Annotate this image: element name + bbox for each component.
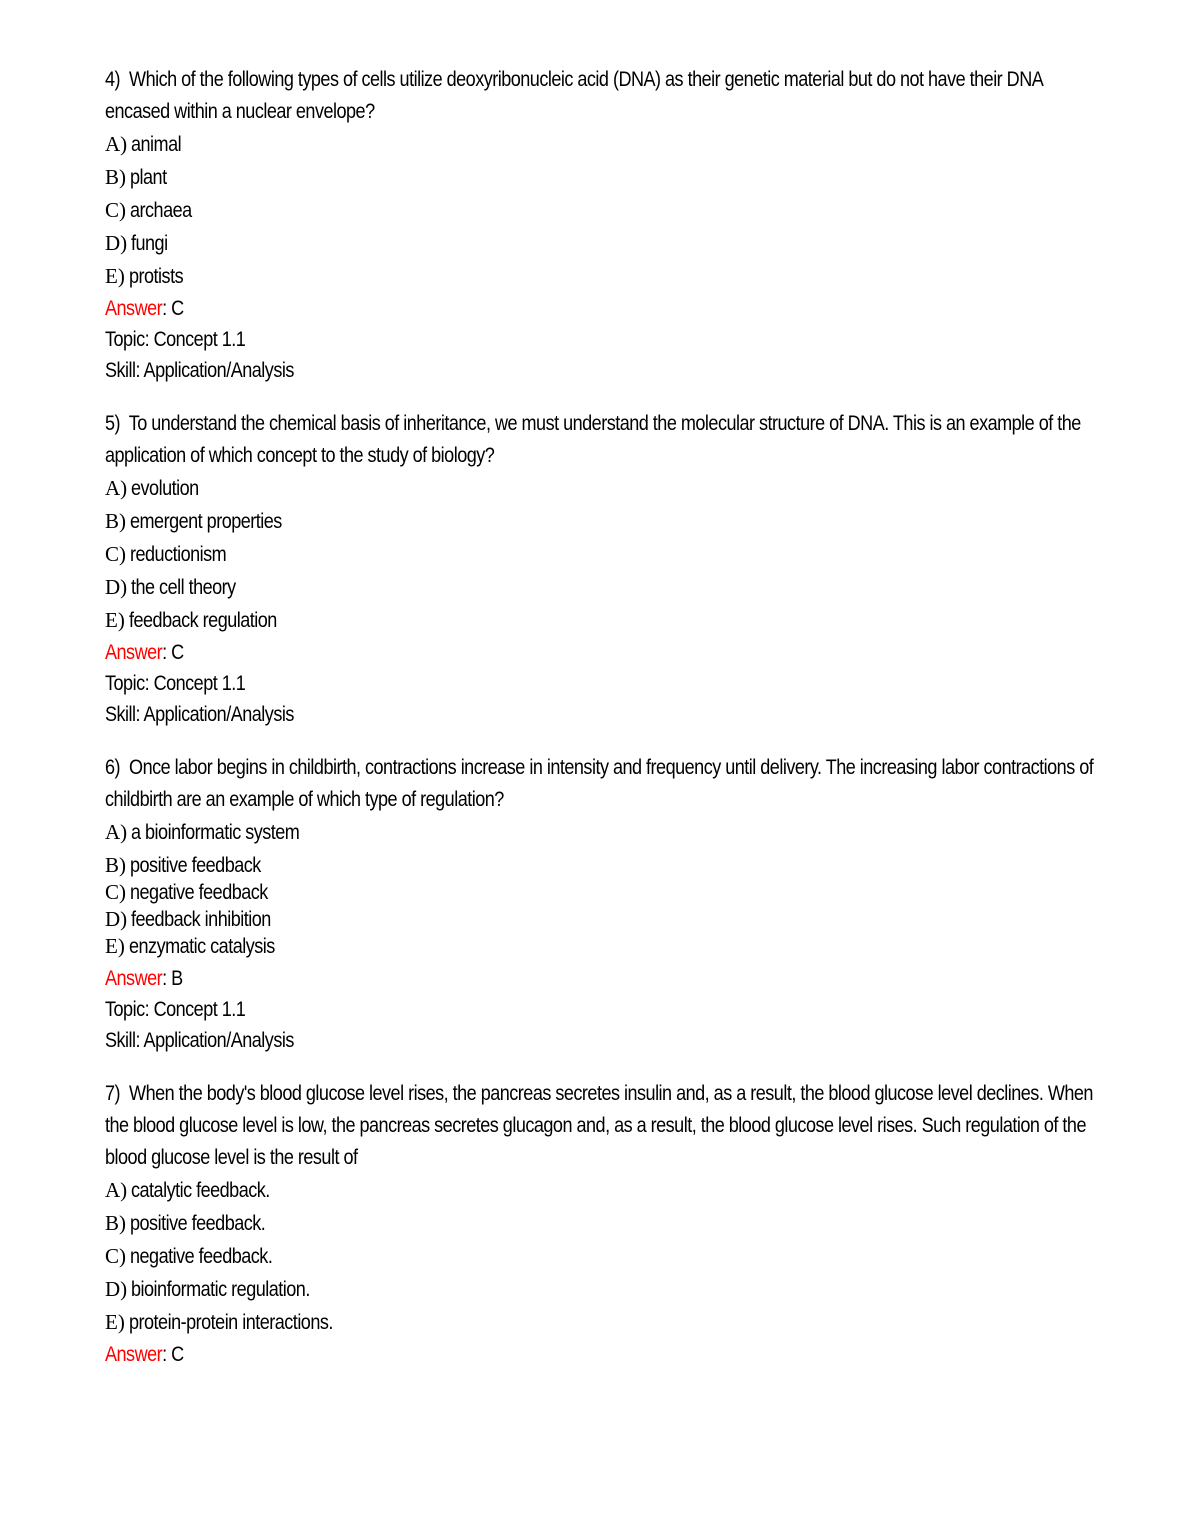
question-text: 6) Once labor begins in childbirth, contractions increase in intensity and frequency until delivery. The increasing labor contractions of childbirth are an example of which type of regulation? xyxy=(105,756,1094,811)
option-d: D) fungi xyxy=(105,231,168,255)
option-a: A) catalytic feedback. xyxy=(105,1178,270,1202)
option-e: E) feedback regulation xyxy=(105,608,277,632)
question-6 xyxy=(105,752,1095,1056)
option-e: E) protists xyxy=(105,264,183,288)
answer-line xyxy=(105,637,1095,668)
option-a: A) a bioinformatic system xyxy=(105,820,300,844)
option-c: C) reductionism xyxy=(105,542,227,566)
answer-label: Answer xyxy=(105,297,163,320)
option-c: C) negative feedback xyxy=(105,880,268,904)
answer-label: Answer xyxy=(105,1343,163,1366)
document-page xyxy=(105,64,1095,1392)
option-b: B) positive feedback. xyxy=(105,1211,266,1235)
question-7 xyxy=(105,1078,1095,1370)
question-text: 5) To understand the chemical basis of inheritance, we must understand the molecular structure of DNA. This is an example of the application of which concept to the study of biology? xyxy=(105,412,1081,467)
topic-line: Topic: Concept 1.1 xyxy=(105,672,246,695)
topic-line: Topic: Concept 1.1 xyxy=(105,328,246,351)
answer-label: Answer xyxy=(105,967,163,990)
answer-line xyxy=(105,293,1095,324)
skill-line: Skill: Application/Analysis xyxy=(105,703,294,726)
option-d: D) bioinformatic regulation. xyxy=(105,1277,311,1301)
answer-line xyxy=(105,1339,1095,1370)
option-a: A) animal xyxy=(105,132,182,156)
question-text: 4) Which of the following types of cells utilize deoxyribonucleic acid (DNA) as their genetic material but do not have their DNA encased within a nuclear envelope? xyxy=(105,68,1043,123)
skill-line: Skill: Application/Analysis xyxy=(105,359,294,382)
option-e: E) protein-protein interactions. xyxy=(105,1310,333,1334)
option-b: B) emergent properties xyxy=(105,509,282,533)
skill-line: Skill: Application/Analysis xyxy=(105,1029,294,1052)
answer-label: Answer xyxy=(105,641,163,664)
topic-line: Topic: Concept 1.1 xyxy=(105,998,246,1021)
option-d: D) the cell theory xyxy=(105,575,236,599)
option-c: C) negative feedback. xyxy=(105,1244,273,1268)
question-4 xyxy=(105,64,1095,386)
question-5 xyxy=(105,408,1095,730)
option-b: B) positive feedback xyxy=(105,853,261,877)
option-b: B) plant xyxy=(105,165,167,189)
option-d: D) feedback inhibition xyxy=(105,907,271,931)
option-e: E) enzymatic catalysis xyxy=(105,934,275,958)
answer-line xyxy=(105,963,1095,994)
answer-value: : C xyxy=(162,641,184,664)
question-text: 7) When the body's blood glucose level rises, the pancreas secretes insulin and, as a result, the blood glucose level declines. When the blood glucose level is low, the pancreas secretes glucagon and, as a result, the blood glucose level rises. Such regulation of the blood glucose level is the result of xyxy=(105,1082,1093,1169)
answer-value: : C xyxy=(162,1343,184,1366)
option-a: A) evolution xyxy=(105,476,199,500)
answer-value: : C xyxy=(162,297,184,320)
answer-value: : B xyxy=(162,967,183,990)
option-c: C) archaea xyxy=(105,198,192,222)
